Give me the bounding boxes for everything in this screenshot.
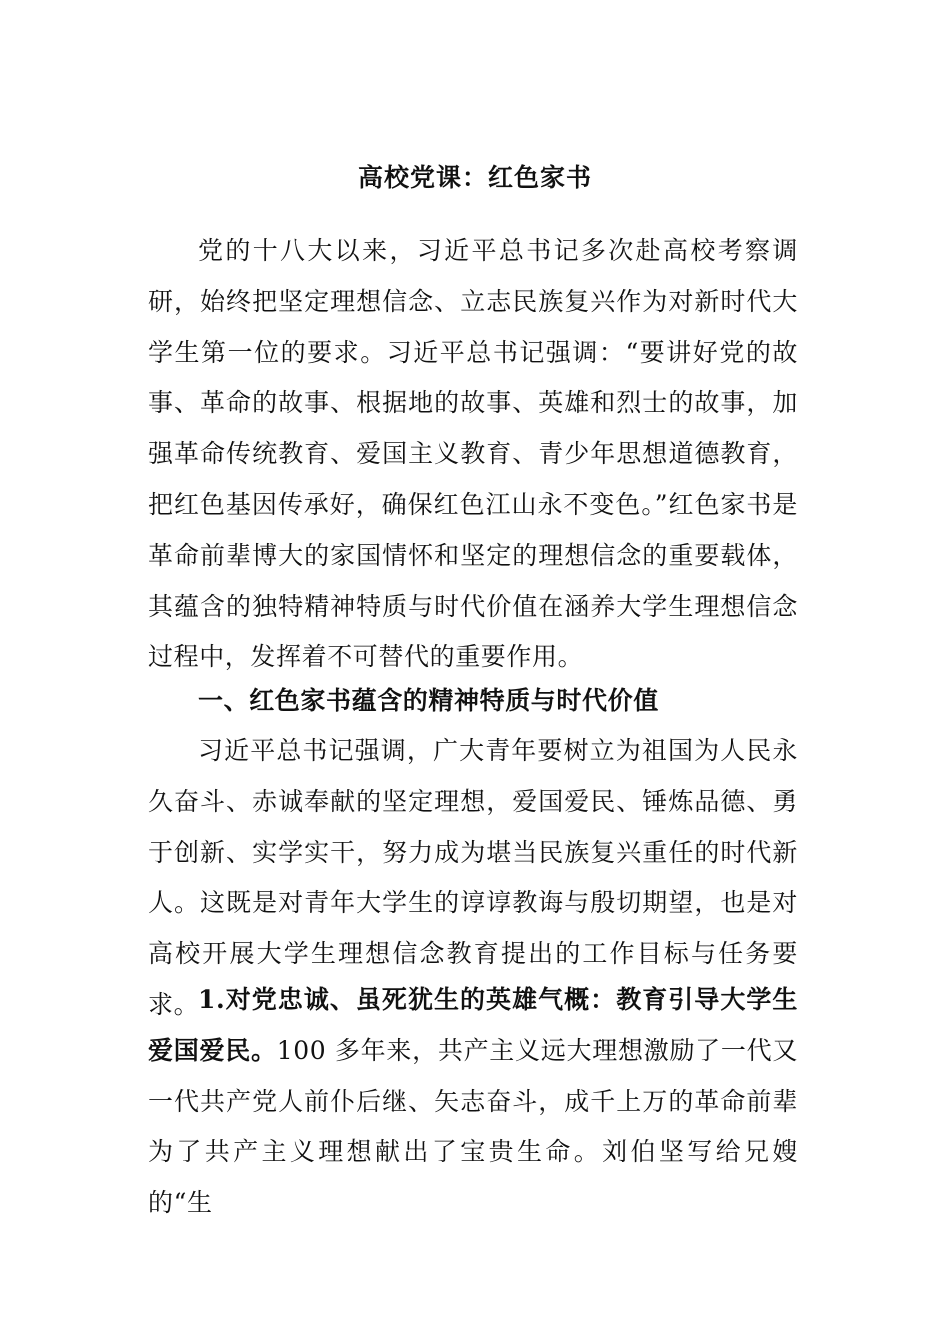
document-title: 高校党课：红色家书 bbox=[357, 163, 592, 192]
point-1-lead: 1.对党忠诚、虽死犹生的英雄气概：教育引导大学生爱国爱民。 bbox=[148, 985, 798, 1065]
paragraph-intro: 党的十八大以来，习近平总书记多次赴高校考察调研，始终把坚定理想信念、立志民族复兴作为对新时代大学生第一位的要求。习近平总书记强调：“要讲好党的故事、革命的故事、根据地的故事、英雄和烈士的故事，加强革命传统教育、爱国主义教育、青少年思想道德教育，把红色基因传承好，确保红色江山永不变色。”红色家书是革命前辈博大的家国情怀和坚定的理想信念的重要载体，其蕴含的独特精神特质与时代价值在涵养大学生理想信念过程中，发挥着不可替代的重要作用。 bbox=[148, 236, 798, 672]
paragraph-section-1: 习近平总书记强调，广大青年要树立为祖国为人民永久奋斗、赤诚奉献的坚定理想，爱国爱民、锤炼品德、勇于创新、实学实干，努力成为堪当民族复兴重任的时代新人。这既是对青年大学生的谆谆教诲与殷切期望，也是对高校开展大学生理想信念教育提出的工作目标与任务要求。 bbox=[148, 736, 798, 1019]
section-heading-1: 一、红色家书蕴含的精神特质与时代价值 bbox=[198, 686, 659, 715]
point-1-body: 100 多年来，共产主义远大理想激励了一代又一代共产党人前仆后继、矢志奋斗，成千上万的革命前辈为了共产主义理想献出了宝贵生命。刘伯坚写给兄嫂的“生 bbox=[148, 1035, 798, 1218]
paragraph-point-1 bbox=[148, 975, 798, 1229]
